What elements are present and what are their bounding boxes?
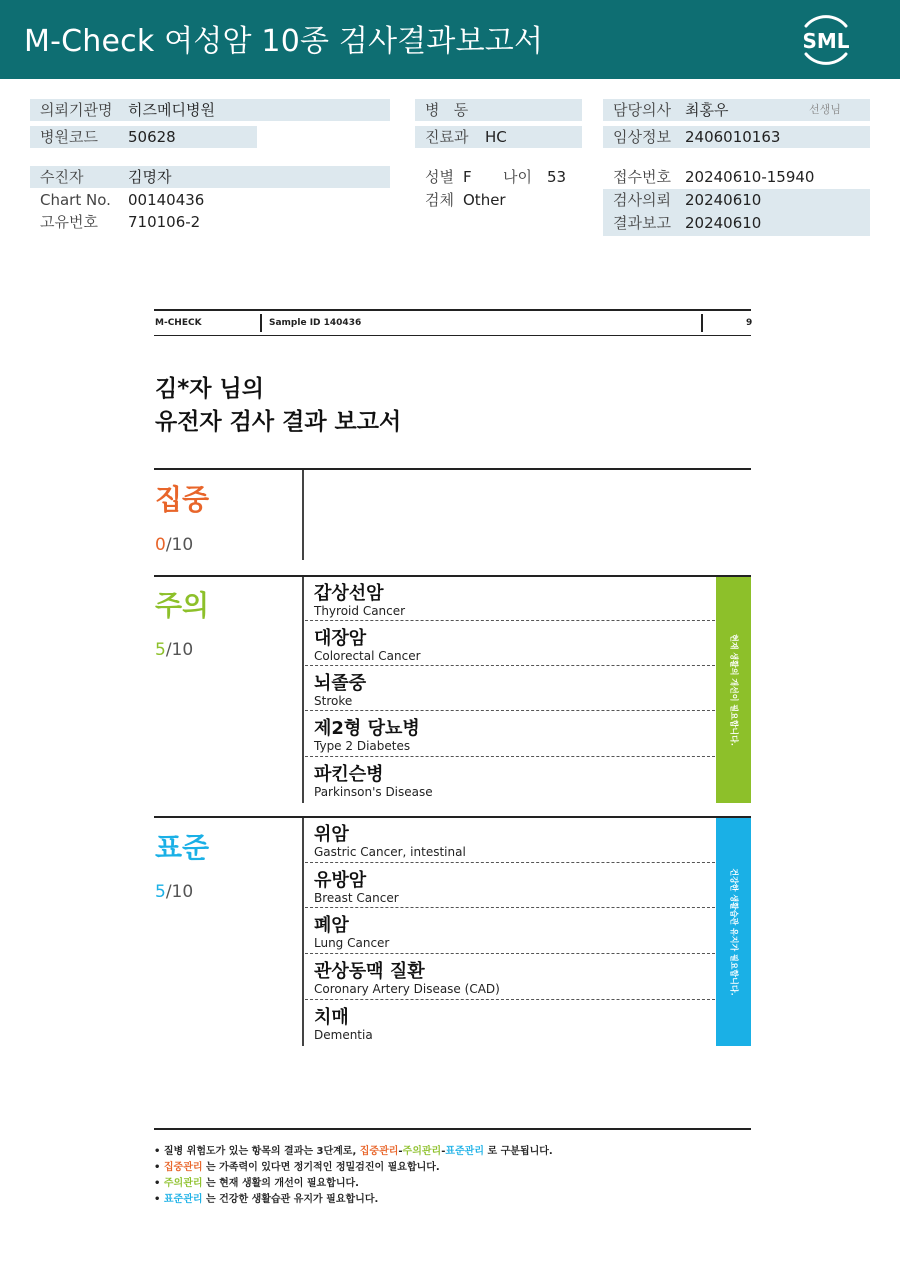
disease-name-en: Breast Cancer bbox=[314, 891, 399, 905]
disease-name-en: Coronary Artery Disease (CAD) bbox=[314, 982, 500, 996]
ward-row bbox=[415, 99, 582, 121]
unique-no-value: 710106-2 bbox=[128, 213, 201, 231]
disease-name-en: Lung Cancer bbox=[314, 936, 390, 950]
chart-no-value: 00140436 bbox=[128, 191, 205, 209]
disease-name-en: Stroke bbox=[314, 694, 353, 708]
note-line: • 질병 위험도가 있는 항목의 결과는 3단계로, 집중관리-주의관리-표준관리 로 구분됩니다. bbox=[154, 1146, 553, 1157]
disease-name-ko: 대장암 bbox=[314, 628, 367, 649]
requesting-org-row bbox=[30, 99, 390, 121]
clinical-info-label: 임상정보 bbox=[613, 128, 671, 146]
list-item bbox=[305, 1001, 715, 1046]
list-item bbox=[305, 577, 715, 621]
standard-side-banner bbox=[716, 818, 751, 1046]
sex-label: 성별 bbox=[425, 168, 454, 186]
disease-name-en: Parkinson's Disease bbox=[314, 785, 433, 799]
disease-name-ko: 제2형 당뇨병 bbox=[314, 718, 420, 739]
disease-name-ko: 파킨슨병 bbox=[314, 764, 384, 785]
receipt-no-row bbox=[603, 166, 870, 188]
category-focus-count bbox=[155, 535, 193, 555]
disease-name-en: Dementia bbox=[314, 1028, 373, 1042]
clinical-info-row bbox=[603, 126, 870, 148]
category-standard-count-total: /10 bbox=[165, 882, 194, 902]
department-label: 진료과 bbox=[425, 128, 469, 146]
notes-block bbox=[154, 1144, 553, 1208]
list-item bbox=[305, 622, 715, 666]
note-line: • 집중관리 는 가족력이 있다면 정기적인 정밀검진이 필요합니다. bbox=[154, 1162, 440, 1173]
category-caution-name: 주의 bbox=[155, 589, 210, 622]
age-value: 53 bbox=[547, 168, 567, 186]
category-caution-count bbox=[155, 640, 193, 660]
disease-name-en: Type 2 Diabetes bbox=[314, 739, 411, 753]
standard-side-text: 건강한 생활습관 유지가 필요합니다. bbox=[729, 868, 738, 996]
ward-label: 병 동 bbox=[425, 101, 469, 119]
category-focus-count-total: /10 bbox=[165, 535, 194, 555]
category-standard-separator bbox=[302, 818, 304, 1046]
category-focus-count-value: 0 bbox=[155, 535, 166, 555]
specimen-value: Other bbox=[463, 191, 506, 209]
category-focus-name: 집중 bbox=[155, 483, 210, 516]
unique-no-label: 고유번호 bbox=[40, 213, 98, 231]
requesting-org-value: 히즈메디병원 bbox=[128, 101, 215, 119]
disease-name-ko: 유방암 bbox=[314, 870, 367, 891]
sml-logo-text: SML bbox=[802, 29, 850, 53]
sml-logo bbox=[796, 12, 856, 66]
report-title: M-Check 여성암 10종 검사결과보고서 bbox=[24, 24, 544, 59]
category-caution-count-total: /10 bbox=[165, 640, 194, 660]
list-item bbox=[305, 864, 715, 908]
caution-side-text: 현재 생활의 개선이 필요합니다. bbox=[729, 634, 738, 746]
category-standard-count-value: 5 bbox=[155, 882, 166, 902]
doctor-row bbox=[603, 99, 870, 121]
chart-no-label: Chart No. bbox=[40, 191, 111, 209]
hospital-code-row bbox=[30, 126, 257, 148]
list-item bbox=[305, 818, 715, 863]
list-item bbox=[305, 955, 715, 1000]
report-date-value: 20240610 bbox=[685, 214, 762, 232]
disease-name-en: Thyroid Cancer bbox=[314, 604, 406, 618]
report-heading-line2: 유전자 검사 결과 보고서 bbox=[155, 409, 402, 435]
receipt-no-label: 접수번호 bbox=[613, 168, 671, 186]
requesting-org-label: 의뢰기관명 bbox=[40, 101, 113, 119]
doctor-value: 최홍우 bbox=[685, 101, 729, 119]
sex-value: F bbox=[463, 168, 472, 186]
report-heading-line1: 김*자 님의 bbox=[155, 376, 264, 402]
specimen-label: 검체 bbox=[425, 191, 454, 209]
disease-name-en: Colorectal Cancer bbox=[314, 649, 421, 663]
sample-id: Sample ID 140436 bbox=[269, 318, 362, 328]
chart-no-row bbox=[30, 189, 390, 211]
meta-top-rule bbox=[154, 309, 751, 311]
brand-label: M-CHECK bbox=[155, 318, 202, 328]
hospital-code-value: 50628 bbox=[128, 128, 176, 146]
doctor-label: 담당의사 bbox=[613, 101, 671, 119]
clinical-info-value: 2406010163 bbox=[685, 128, 781, 146]
request-date-value: 20240610 bbox=[685, 191, 762, 209]
category-caution-separator bbox=[302, 577, 304, 803]
list-item bbox=[305, 909, 715, 954]
disease-name-ko: 치매 bbox=[314, 1007, 349, 1028]
disease-name-ko: 위암 bbox=[314, 824, 349, 845]
disease-name-en: Gastric Cancer, intestinal bbox=[314, 845, 466, 859]
request-date-label: 검사의뢰 bbox=[613, 191, 671, 209]
list-item bbox=[305, 712, 715, 757]
report-date-label: 결과보고 bbox=[613, 214, 671, 232]
patient-value: 김명자 bbox=[128, 168, 172, 186]
age-label: 나이 bbox=[503, 168, 532, 186]
receipt-no-value: 20240610-15940 bbox=[685, 168, 815, 186]
department-value: HC bbox=[485, 128, 507, 146]
disease-name-ko: 폐암 bbox=[314, 915, 349, 936]
category-standard-count bbox=[155, 882, 193, 902]
disease-name-ko: 뇌졸중 bbox=[314, 673, 367, 694]
request-report-dates bbox=[603, 189, 870, 236]
patient-label: 수진자 bbox=[40, 168, 84, 186]
notes-rule bbox=[154, 1128, 751, 1130]
note-line: • 표준관리 는 건강한 생활습관 유지가 필요합니다. bbox=[154, 1194, 379, 1205]
disease-name-ko: 갑상선암 bbox=[314, 583, 384, 604]
hospital-code-label: 병원코드 bbox=[40, 128, 98, 146]
unique-no-row bbox=[30, 211, 390, 233]
category-focus-separator bbox=[302, 470, 304, 560]
header-bar bbox=[0, 0, 900, 79]
doctor-suffix: 선생님 bbox=[809, 103, 841, 116]
section-rule-focus bbox=[154, 468, 751, 470]
category-standard-name: 표준 bbox=[155, 831, 210, 864]
note-line: • 주의관리 는 현재 생활의 개선이 필요합니다. bbox=[154, 1178, 359, 1189]
specimen-row bbox=[415, 189, 582, 211]
category-caution-count-value: 5 bbox=[155, 640, 166, 660]
page-number: 9 bbox=[746, 318, 753, 328]
list-item bbox=[305, 758, 715, 803]
list-item bbox=[305, 667, 715, 711]
meta-divider bbox=[260, 314, 262, 332]
meta-bottom-rule bbox=[154, 335, 751, 336]
caution-side-banner bbox=[716, 577, 751, 803]
meta-divider bbox=[701, 314, 703, 332]
disease-name-ko: 관상동맥 질환 bbox=[314, 961, 425, 982]
patient-row bbox=[30, 166, 390, 188]
department-row bbox=[415, 126, 582, 148]
sex-age-row bbox=[415, 166, 582, 188]
